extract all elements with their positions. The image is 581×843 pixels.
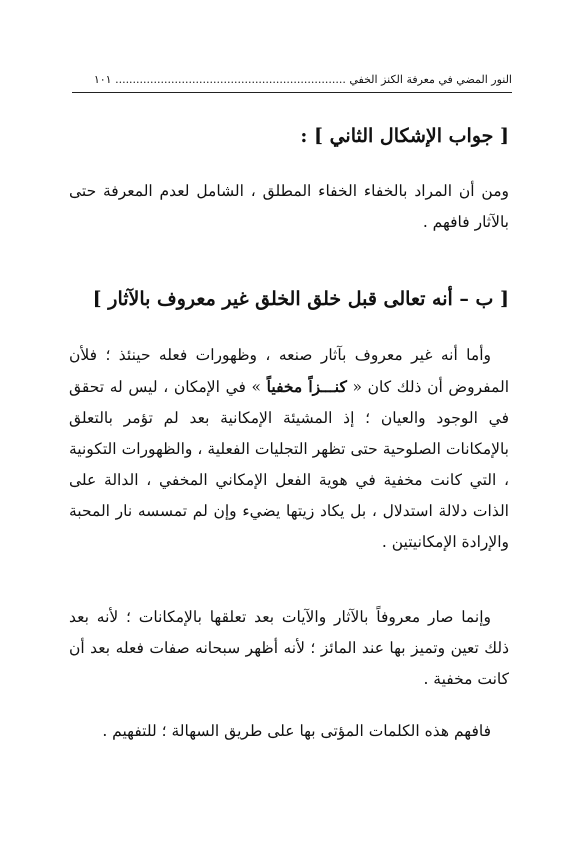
header-rule — [72, 92, 512, 93]
section-heading-b: [ ب – أنه تعالى قبل خلق الخلق غير معروف بالآثار ] — [92, 288, 509, 310]
running-header: النور المضي في معرفة الكنز الخفي .................................................................. ١٠١ — [93, 73, 512, 86]
paragraph-1: ومن أن المراد بالخفاء الخفاء المطلق ، الشامل لعدم المعرفة حتى بالآثار فافهم . — [69, 182, 509, 231]
paragraph-3: وإنما صار معروفاً بالآثار والآيات بعد تعلقها بالإمكانات ؛ لأنه بعد ذلك تعين وتميز بها عند المائز ؛ لأنه أظهر سبحانه صفات فعله بعد أن كانت مخفية . — [69, 608, 509, 688]
paragraph-2-part-c: » في الإمكان ، ليس له تحقق في الوجود والعيان ؛ إذ المشيئة الإمكانية بعد لم تؤمر بالتعلق بالإمكانات الصلوحية حتى تظهر التجليات الفعلية ، والظهورات التكونية ، التي كانت مخفية في هوية الفعل الإمكاني المخفي ، الدالة على الذات دلالة استدلال ، بل يكاد زيتها يضيء وإن لم تمسسه نار المحبة والإرادة الإمكانيتين . — [69, 378, 509, 551]
section-heading-second-answer: [ جواب الإشكال الثاني ] : — [300, 125, 509, 147]
hidden-treasure-phrase: كنـــزاً مخفياً — [266, 377, 347, 396]
paragraph-4: فافهم هذه الكلمات المؤتى بها على طريق السهالة ؛ للتفهيم . — [102, 722, 491, 740]
paragraph-2-part-a: وأما أنه غير معروف بآثار صنعه ، وظهورات فعله حينئذ ؛ فلأن المفروض أن ذلك كان « — [69, 346, 510, 396]
paragraph-2 — [69, 340, 509, 558]
